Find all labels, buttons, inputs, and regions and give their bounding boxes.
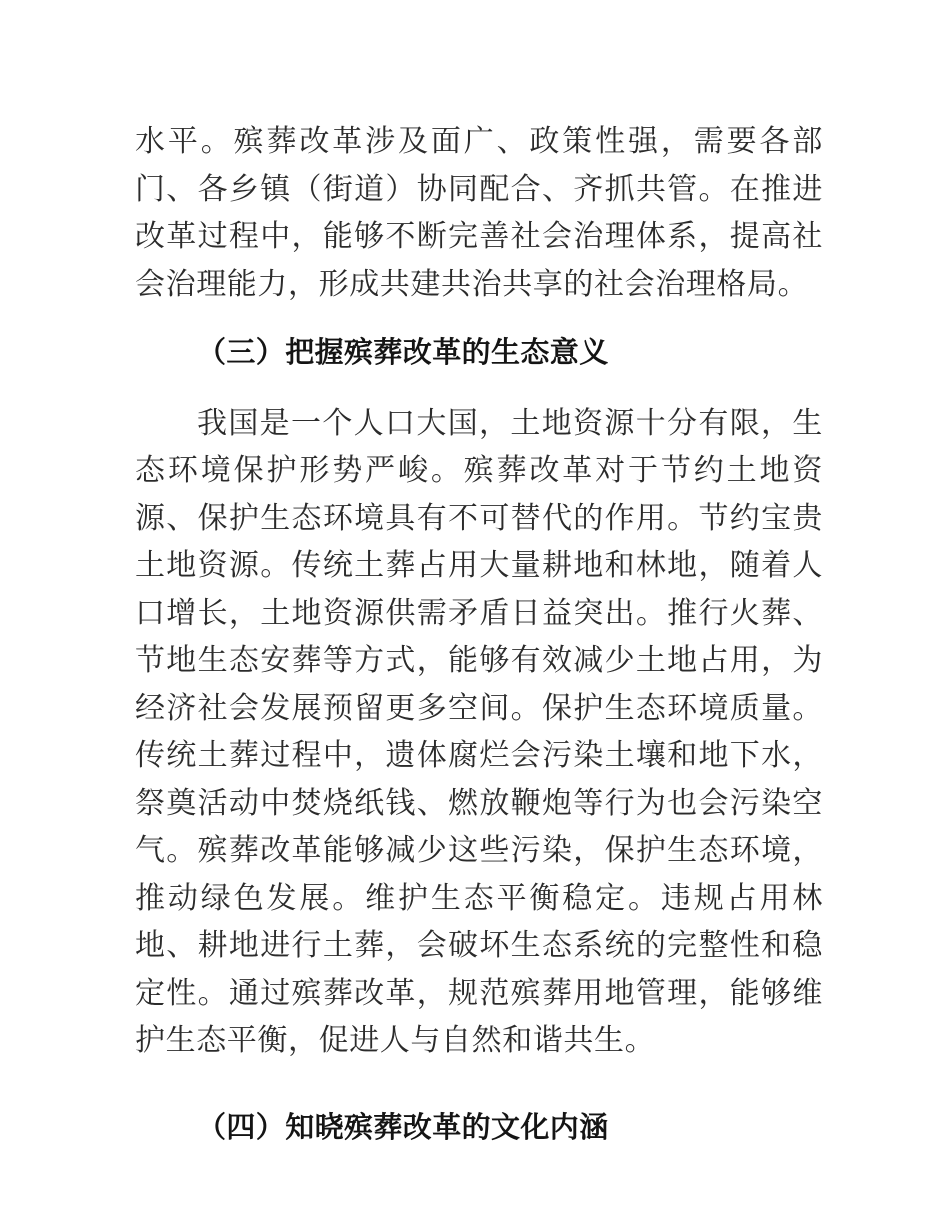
document-content [135,118,823,1152]
heading-section-four: （四）知晓殡葬改革的文化内涵 [197,1111,609,1144]
paragraph-spacer [135,1065,823,1105]
paragraph-governance-continuation: 水平。殡葬改革涉及面广、政策性强，需要各部门、各乡镇（街道）协同配合、齐抓共管。在推进改革过程中，能够不断完善社会治理体系，提高社会治理能力，形成共建共治共享的社会治理格局。 [135,125,823,301]
paragraph-spacer [135,308,823,330]
paragraph-ecological-significance: 我国是一个人口大国，土地资源十分有限，生态环境保护形势严峻。殡葬改革对于节约土地资源、保护生态环境具有不可替代的作用。节约宝贵土地资源。传统土葬占用大量耕地和林地，随着人口增长，土地资源供需矛盾日益突出。推行火葬、节地生态安葬等方式，能够有效减少土地占用，为经济社会发展预留更多空间。保护生态环境质量。传统土葬过程中，遗体腐烂会污染土壤和地下水，祭奠活动中焚烧纸钱、燃放鞭炮等行为也会污染空气。殡葬改革能够减少这些污染，保护生态环境，推动绿色发展。维护生态平衡稳定。违规占用林地、耕地进行土葬，会破坏生态系统的完整性和稳定性。通过殡葬改革，规范殡葬用地管理，能够维护生态平衡，促进人与自然和谐共生。 [135,406,823,1057]
heading-section-three: （三）把握殡葬改革的生态意义 [197,337,609,369]
heading-spacer [135,378,823,400]
